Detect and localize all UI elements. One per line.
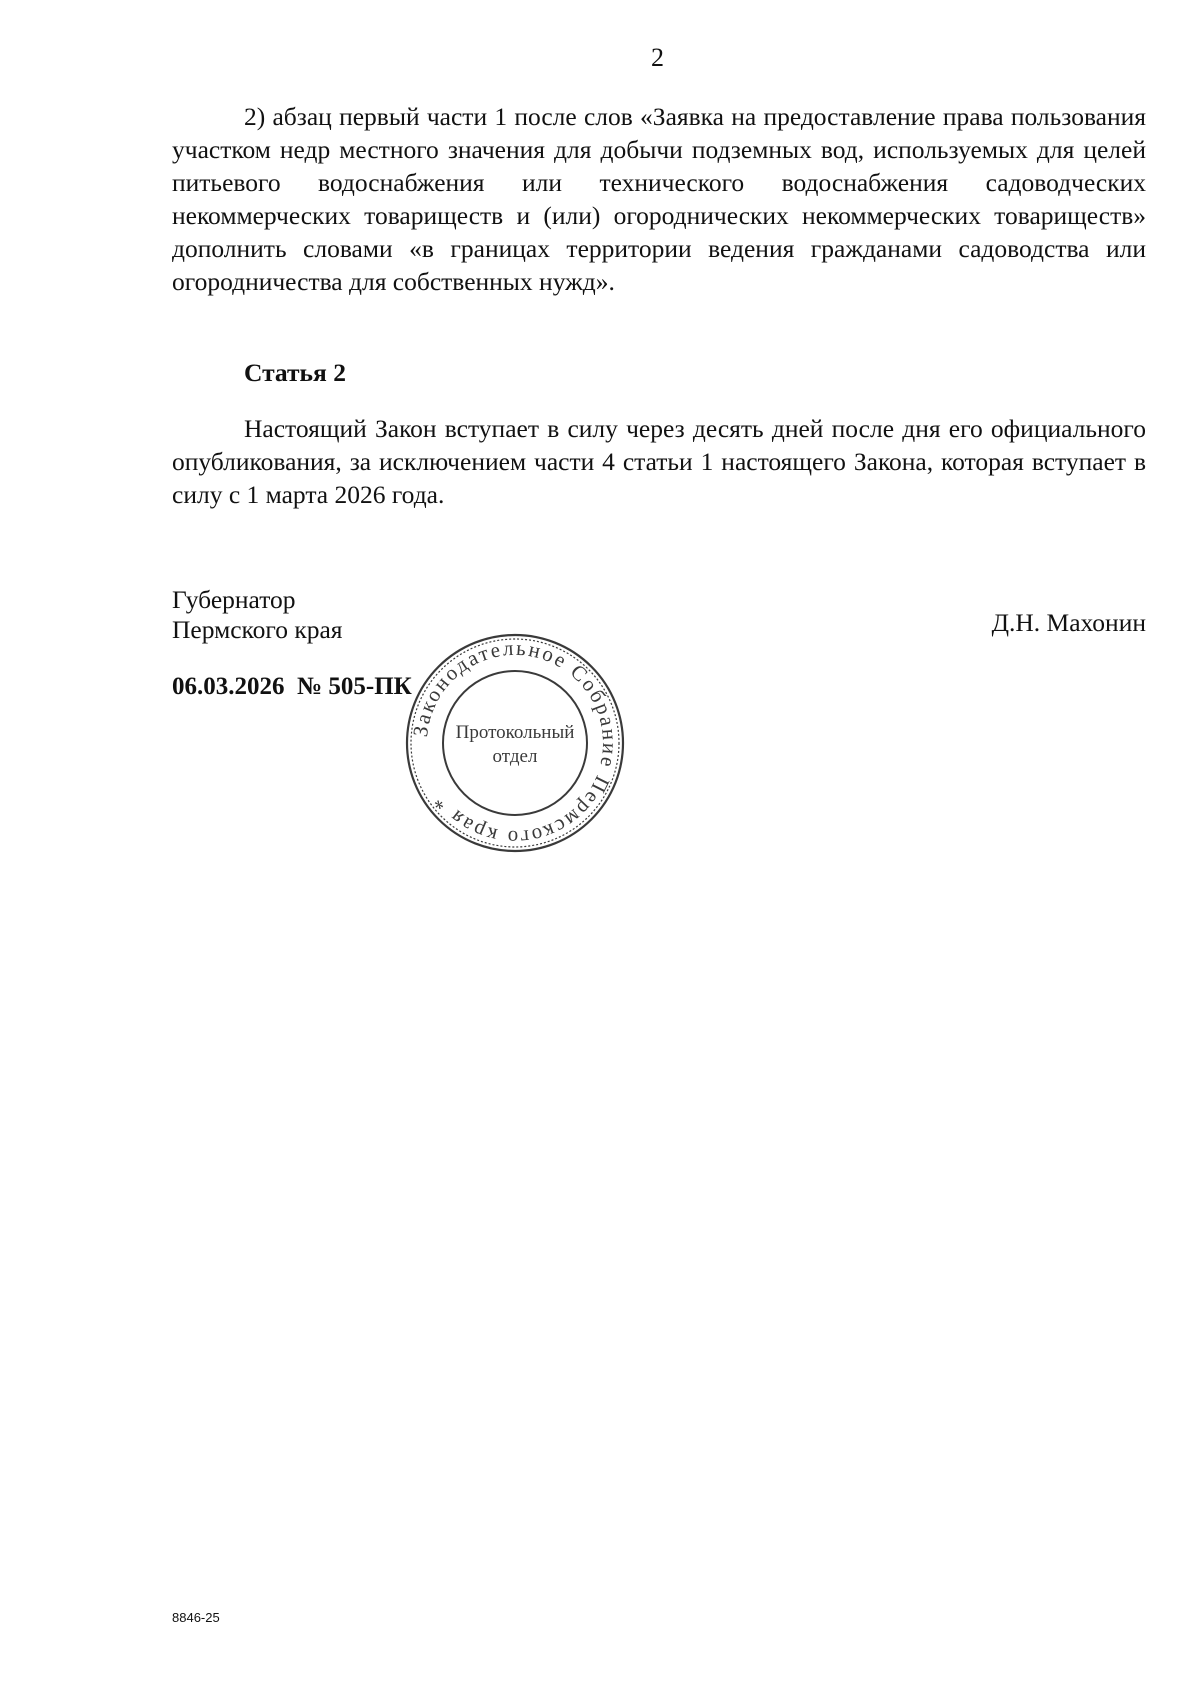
signatory-name: Д.Н. Махонин xyxy=(991,608,1146,637)
amendment-paragraph xyxy=(172,100,1146,298)
article-2-paragraph xyxy=(172,412,1146,511)
footer-document-code: 8846-25 xyxy=(172,1610,220,1625)
stamp-center-line-1: Протокольный xyxy=(455,722,575,743)
signatory-title-line-2: Пермского края xyxy=(172,615,343,644)
signatory-title xyxy=(172,585,343,645)
paragraph-text: Настоящий Закон вступает в силу через десять дней после дня его официального опубликования, за исключением части 4 статьи 1 настоящего Закона, которая вступает в силу с 1 марта 2026 года. xyxy=(172,414,1146,509)
document-date-number: 06.03.2026 № 505-ПК xyxy=(172,673,412,700)
stamp-center-line-2: отдел xyxy=(492,746,538,767)
official-seal-stamp xyxy=(400,628,630,858)
paragraph-text: 2) абзац первый части 1 после слов «Заявка на предоставление права пользования участком недр местного значения для добычи подземных вод, используемых для целей питьевого водоснабжения или технического водоснабжения садоводческих некоммерческих товариществ и (или) огороднических некоммерческих товариществ» дополнить словами «в границах территории ведения гражданами садоводства или огородничества для собственных нужд». xyxy=(172,102,1146,296)
page-number: 2 xyxy=(651,43,664,72)
article-heading: Статья 2 xyxy=(244,358,346,387)
stamp-ring-text: Законодательное Собрание Пермского края * xyxy=(408,635,623,851)
signatory-title-line-1: Губернатор xyxy=(172,585,296,614)
